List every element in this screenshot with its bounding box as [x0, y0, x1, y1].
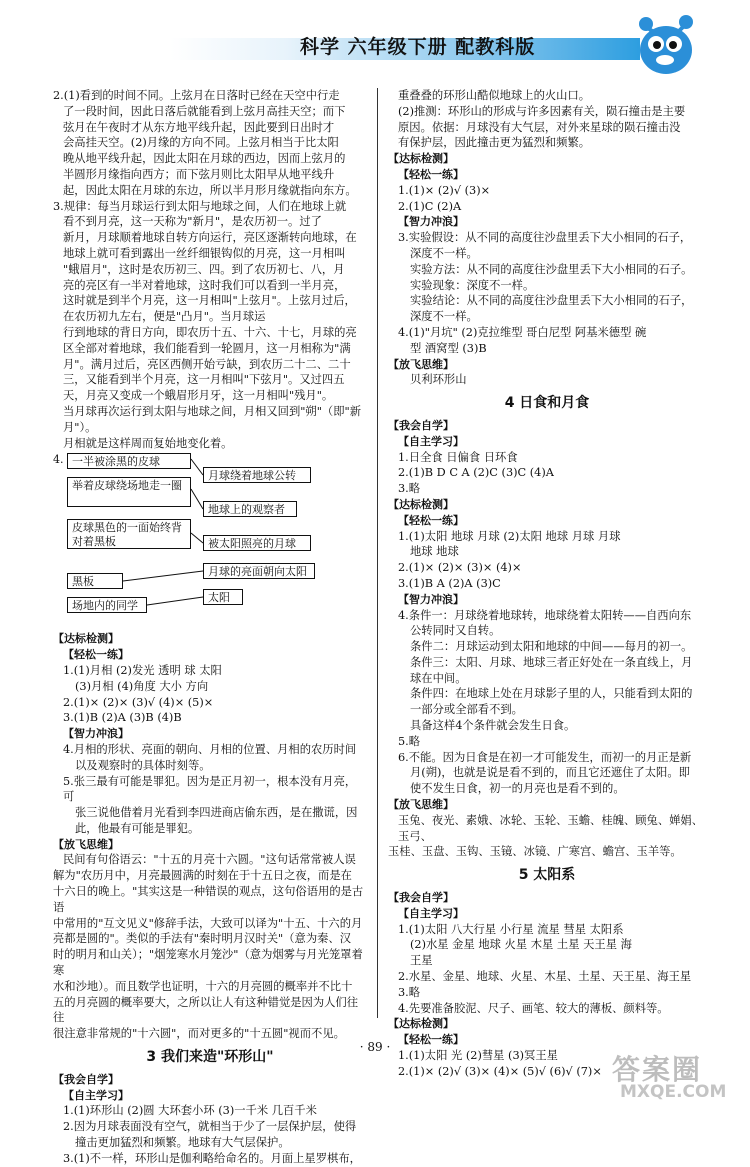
section-tag: 【达标检测】	[388, 1017, 454, 1031]
text-line: 3.规律：每当月球运行到太阳与地球之间，人们在地球上就	[53, 199, 347, 213]
text-line: 实验结论：从不同的高度往沙盘里丢下大小相同的石子，	[410, 294, 693, 308]
text-line: 月"。满月过后，亮区西侧开始亏缺，到农历二十二、二十	[63, 357, 351, 371]
section-heading: 5 太阳系	[518, 867, 576, 884]
right-box-2: 地球上的观察者	[203, 501, 297, 517]
column-divider	[377, 88, 378, 1018]
text-line: 2.(1)C (2)A	[398, 199, 462, 213]
text-line: 原因。依据：月球没有大气层，对外来星球的陨石撞击没	[398, 120, 681, 134]
section-heading: 4 日食和月食	[504, 395, 590, 412]
text-line: 2.水星、金星、地球、火星、木星、土星、天王星、海王星	[398, 970, 692, 984]
text-line: 五的月亮圆的概率要大，之所以让人有这种错觉是因为人们往往	[53, 995, 359, 1025]
text-line: 很注意非常规的"十六圆"，而对更多的"十五圆"视而不见。	[53, 1027, 345, 1041]
subsection-tag: 【智力冲浪】	[398, 592, 464, 606]
question-number: 4.	[53, 453, 64, 467]
text-line: 3.(1)不一样，环形山是伽利略给命名的。月面上星罗棋布，	[63, 1151, 361, 1165]
text-line: 当月球再次运行到太阳与地球之间，月相又回到"朔"（即"新月"）。	[63, 404, 362, 434]
section-heading: 3 我们来造"环形山"	[146, 1049, 274, 1066]
right-box-4: 月球的亮面朝向太阳	[203, 563, 315, 579]
text-line: 2.(1)× (2)× (3)× (4)×	[398, 561, 522, 575]
left-box-4: 黑板	[67, 573, 123, 589]
text-line: (2)推测：环形山的形成与许多因素有关，陨石撞击是主要	[398, 104, 686, 118]
subsection-tag: 【轻松一练】	[63, 648, 129, 662]
text-line: 5.略	[398, 734, 421, 748]
section-tag: 【放飞思维】	[53, 837, 119, 851]
text-line: 地球上就可看到露出一丝纤细银钩似的月亮，这一月相叫	[63, 246, 346, 260]
subsection-tag: 【自主学习】	[63, 1088, 129, 1102]
section-tag: 【达标检测】	[388, 152, 454, 166]
subsection-tag: 【轻松一练】	[398, 167, 464, 181]
text-line: 深度不一样。	[410, 246, 478, 260]
section-tag: 【放飞思维】	[388, 357, 454, 371]
text-line: 具备这样4个条件就会发生日食。	[410, 719, 576, 733]
text-line: 使不发生日食，初一的月亮也是看不到的。	[410, 782, 625, 796]
text-line: 地球 地球	[410, 545, 459, 559]
section-tag: 【我会自学】	[388, 891, 454, 905]
text-line: 4.(1)"月坑" (2)克拉维型 哥白尼型 阿基米德型 碗	[398, 325, 647, 339]
text-line: 1.(1)太阳 地球 月球 (2)太阳 地球 月球 月球	[398, 529, 621, 543]
text-line: 4.月相的形状、亮面的朝向、月相的位置、月相的农历时间	[63, 742, 357, 756]
text-line: 时的明月和山关）；"烟笼寒水月笼沙"（意为烟雾与月光笼罩着寒	[53, 948, 363, 978]
text-line: 月(朔)，也就是说是看不到的，而且它还遮住了太阳。即	[410, 766, 690, 780]
text-line: 1.(1)× (2)√ (3)×	[398, 183, 491, 197]
text-line: 王星	[410, 954, 433, 968]
text-line: 1.(1)太阳 光 (2)彗星 (3)冥王星	[398, 1049, 558, 1063]
subsection-tag: 【智力冲浪】	[63, 727, 129, 741]
text-line: 此，他最有可能是罪犯。	[75, 821, 200, 835]
text-line: 撞击更加猛烈和频繁。地球有大气层保护。	[75, 1136, 290, 1150]
text-line: 看不到月亮，这一天称为"新月"，是农历初一。过了	[63, 215, 322, 229]
text-line: 民间有句俗语云："十五的月亮十六圆。"这句话常常被人误	[63, 853, 356, 867]
text-line: 6.不能。因为日食是在初一才可能发生，而初一的月正是新	[398, 750, 692, 764]
section-tag: 【达标检测】	[53, 632, 119, 646]
watermark-url: MXQE.COM	[620, 1082, 727, 1102]
text-line: 晚从地平线升起，因此太阳在月球的西边，因而上弦月的	[63, 152, 346, 166]
section-tag: 【我会自学】	[53, 1072, 119, 1086]
left-column	[53, 88, 367, 1167]
text-line: 公转同时又自转。	[410, 624, 501, 638]
text-line: 月相就是这样周而复始地变化着。	[63, 436, 233, 450]
text-line: 会高挂天空。(2)月缘的方向不同。上弦月相当于比太阳	[63, 136, 339, 150]
text-line: 5.张三最有可能是罪犯。因为是正月初一，根本没有月亮，可	[63, 774, 357, 804]
text-line: 水和沙地）。而且数学也证明，十六的月亮圆的概率并不比十	[53, 979, 353, 993]
watermark-logo-text: 答案圈	[612, 1053, 703, 1086]
section-tag: 【放飞思维】	[388, 798, 454, 812]
right-box-1: 月球绕着地球公转	[203, 467, 311, 483]
text-line: 弦月在午夜时才从东方地平线升起，因此要到日出时才	[63, 120, 335, 134]
text-line: 深度不一样。	[410, 310, 478, 324]
text-line: 条件二：月球运动到太阳和地球的中间——每月的初一。	[410, 640, 693, 654]
left-box-1: 一半被涂黑的皮球	[67, 453, 191, 469]
right-box-3: 被太阳照亮的月球	[203, 535, 311, 551]
page-header	[0, 0, 750, 80]
text-line: 行到地球的背日方向，即农历十五、十六、十七，月球的亮	[63, 325, 357, 339]
text-line: 了一段时间，因此日落后就能看到上弦月高挂天空；而下	[63, 104, 346, 118]
subsection-tag: 【自主学习】	[398, 434, 464, 448]
text-line: 贝利环形山	[410, 373, 467, 387]
text-line: 2.(1)看到的时间不同。上弦月在日落时已经在天空中行走	[53, 89, 340, 102]
right-column	[388, 88, 706, 1080]
right-box-5: 太阳	[203, 589, 243, 605]
text-line: 实验方法：从不同的高度往沙盘里丢下大小相同的石子。	[410, 262, 693, 276]
text-line: 1.(1)环形山 (2)圆 大环套小环 (3)一千米 几百千米	[63, 1104, 317, 1118]
text-line: 亮都是圆的"。类似的手法有"秦时明月汉时关"（意为秦、汉	[53, 932, 352, 946]
text-line: 3.(1)B A (2)A (3)C	[398, 576, 501, 590]
mascot-icon	[632, 10, 700, 78]
text-line: 这时就是到半个月亮，这一月相叫"上弦月"。上弦月过后，	[63, 294, 356, 308]
subsection-tag: 【智力冲浪】	[398, 215, 464, 229]
text-line: 1.(1)太阳 八大行星 小行星 流星 彗星 太阳系	[398, 922, 624, 936]
text-line: 2.(1)× (2)√ (3)× (4)× (5)√ (6)√ (7)×	[398, 1064, 602, 1078]
text-line: 半圆形月缘指向西方；而下弦月则比太阳早从地平线升	[63, 167, 335, 181]
text-line: 解为"农历月中，月亮最圆满的时刻在于十五日之夜，而是在	[53, 869, 352, 883]
text-line: 2.(1)× (2)× (3)√ (4)× (5)×	[63, 695, 214, 709]
subsection-tag: 【自主学习】	[398, 906, 464, 920]
text-line: 有保护层，因此撞击更为猛烈和频繁。	[398, 136, 591, 150]
text-line: 3.(1)B (2)A (3)B (4)B	[63, 711, 182, 725]
text-line: 一部分或全部看不到。	[410, 703, 523, 717]
text-line: 玉兔、夜光、素娥、冰轮、玉轮、玉蟾、桂魄、顾兔、婵娟、玉弓、	[398, 813, 704, 843]
text-line: 在农历初九左右，便是"凸月"。当月球运	[63, 310, 266, 324]
text-line: 十六日的晚上。"其实这是一种错误的观点，这句俗语用的是古语	[53, 885, 364, 914]
left-box-3: 皮球黑色的一面始终背对着黑板	[67, 519, 191, 549]
page-number: · 89 ·	[359, 1040, 391, 1054]
subsection-tag: 【轻松一练】	[398, 1033, 464, 1047]
text-line: 3.略	[398, 985, 421, 999]
section-tag: 【达标检测】	[388, 497, 454, 511]
text-line: 重叠叠的环形山酷似地球上的火山口。	[398, 89, 591, 102]
left-box-5: 场地内的同学	[67, 597, 147, 613]
text-line: 3.略	[398, 482, 421, 496]
text-line: 型 酒窝型 (3)B	[410, 341, 487, 355]
text-line: 区全部对着地球，我们能看到一轮圆月，这一月相称为"满	[63, 341, 351, 355]
text-line: (3)月相 (4)角度 大小 方向	[75, 679, 209, 693]
text-line: 新月，月球顺着地球自转方向运行，亮区逐渐转向地球，在	[63, 231, 357, 245]
left-box-2: 举着皮球绕场地走一圈	[67, 477, 191, 507]
text-line: 2.因为月球表面没有空气，就相当于少了一层保护层，使得	[63, 1120, 357, 1134]
text-line: 以及观察时的具体时刻等。	[75, 758, 211, 772]
watermark	[612, 1048, 744, 1104]
text-line: 2.(1)B D C A (2)C (3)C (4)A	[398, 466, 554, 480]
text-line: 亮的亮区有一半对着地球，这时我们可以看到一半月亮，	[63, 278, 346, 292]
text-line: 实验现象：深度不一样。	[410, 278, 535, 292]
text-line: 条件四：在地球上处在月球影子里的人，只能看到太阳的	[410, 687, 693, 701]
text-line: 天，月亮又变成一个蛾眉形月牙，这一月相叫"残月"。	[63, 389, 334, 403]
text-line: 起，因此太阳在月球的东边，所以半月形月缘就指向东方。	[63, 183, 357, 197]
section-tag: 【我会自学】	[388, 418, 454, 432]
text-line: 条件三：太阳、月球、地球三者正好处在一条直线上，月	[410, 655, 693, 669]
text-line: 4.条件一：月球绕着地球转，地球绕着太阳转——自西向东	[398, 608, 692, 622]
text-line: 3.实验假设：从不同的高度往沙盘里丢下大小相同的石子，	[398, 231, 692, 245]
text-line: 三，又能看到半个月亮，这一月相叫"下弦月"。又过四五	[63, 373, 345, 387]
subsection-tag: 【轻松一练】	[398, 513, 464, 527]
text-line: 张三说他借着月光看到李四进商店偷东西，是在撒谎，因	[75, 806, 358, 820]
text-line: 球在中间。	[410, 671, 467, 685]
text-line: "蛾眉月"，这时是农历初三、四。到了农历初七、八，月	[63, 262, 345, 276]
text-line: (2)水星 金星 地球 火星 木星 土星 天王星 海	[410, 938, 632, 952]
text-line: 4.先要准备胶泥、尺子、画笔、较大的薄板、颜料等。	[398, 1001, 669, 1015]
text-line: 玉桂、玉盘、玉钩、玉镜、冰镜、广寒宫、蟾宫、玉羊等。	[388, 845, 682, 859]
text-line: 中常用的"互文见义"修辞手法，大致可以译为"十五、十六的月	[53, 916, 363, 930]
matching-diagram	[53, 453, 353, 629]
text-line: 1.日全食 日偏食 日环食	[398, 450, 518, 464]
header-title: 科学 六年级下册 配教科版	[300, 36, 536, 58]
text-line: 1.(1)月相 (2)发光 透明 球 太阳	[63, 663, 222, 677]
